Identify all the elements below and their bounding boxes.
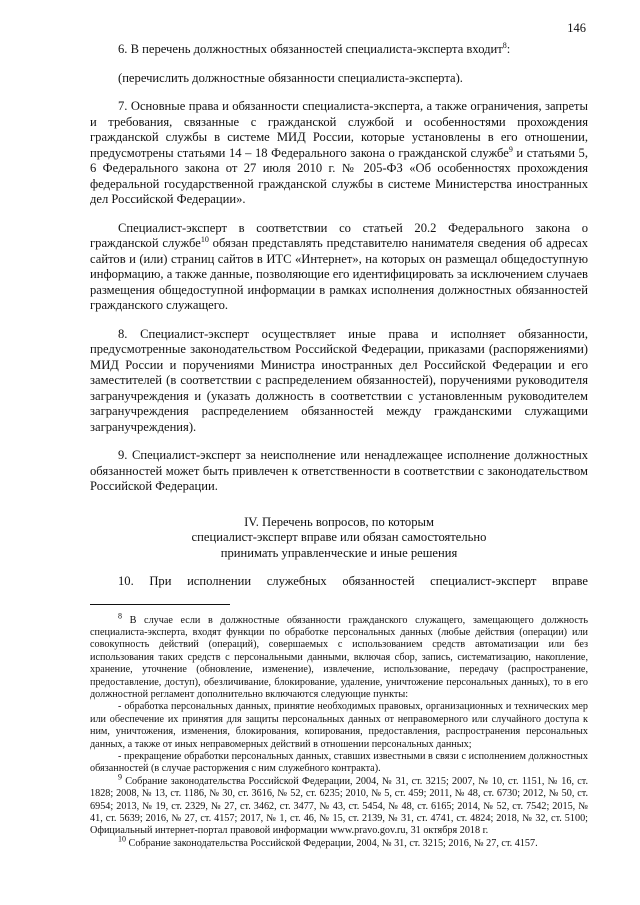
section-heading-line-3: принимать управленческие и иные решения [220, 545, 458, 560]
paragraph-9: 9. Специалист-эксперт за неисполнение или ненадлежащее исполнение должностных обязанностей может быть привлечен к ответственности в соответствии с законодательством Российской Федерации. [90, 448, 588, 493]
footnote-8-item-1: - обработка персональных данных, принятие необходимых правовых, организационных и технических мер или обеспечение их принятия для защиты персональных данных от неправомерного или случайного доступа к ним, уничтожения, изменения, блокирования, копирования, предоставления, распространения персональных данных, а также от иных неправомерных действий в отношении персональных данных; [90, 701, 588, 750]
footnote-8 [90, 611, 588, 702]
footnote-9-number: 9 [118, 772, 122, 782]
footnote-8-text: В случае если в должностные обязанности гражданского служащего, замещающего должность специалиста-эксперта, входят функции по обработке персональных данных (любые действия (операции) или совокупность действий (операций), совершаемых с использованием средств автоматизации или без использования таких средств с персональными данными, включая сбор, запись, систематизацию, накопление, хранение, уточнение (обновление, изменение), извлечение, использование, передачу (распространение, предоставление, доступ), обезличивание, блокирование, удаление, уничтожение персональных данных), то в его должностной регламент дополнительно включаются следующие пункты: [90, 614, 588, 700]
footnote-10-text: Собрание законодательства Российской Федерации, 2004, № 31, ст. 3215; 2016, № 27, ст. 4157. [126, 837, 538, 849]
footnote-separator [90, 604, 230, 605]
paragraph-7-internet-text: Специалист-эксперт в соответствии со статьей 20.2 Федерального закона о гражданской службе [90, 220, 588, 250]
section-heading-line-2: специалист-эксперт вправе или обязан самостоятельно [191, 530, 487, 544]
footnote-10-number: 10 [118, 834, 126, 844]
section-heading-line-1: IV. Перечень вопросов, по которым [244, 514, 434, 529]
paragraph-10: 10. При исполнении служебных обязанностей специалист-эксперт вправе [118, 574, 588, 588]
document-body [90, 42, 588, 850]
footnote-9-text: Собрание законодательства Российской Федерации, 2004, № 31, ст. 3215; 2007, № 10, ст. 1151, № 16, ст. 1828; 2008, № 13, ст. 1186, № 30, ст. 3616, № 52, ст. 6235; 2010, № 5, ст. 459; 2011, № 48, ст. 6730; 2012, № 50, ст. 6954; 2013, № 19, ст. 2329, № 27, ст. 3462, ст. 3477, № 43, ст. 5454, № 48, ст. 6165; 2014, № 52, ст. 7542; 2015, № 41, ст. 5639; 2016, № 27, ст. 4157; 2017, № 1, ст. 46, № 15, ст. 2139, № 31, ст. 4741, ст. 4824; 2018, № 32, ст. 5100; Официальный интернет-портал правовой информации www.pravo.gov.ru, 31 октября 2018 г. [90, 775, 588, 837]
page-number: 146 [567, 21, 586, 35]
footnote-8-number: 8 [118, 611, 122, 621]
paragraph-6-text: 6. В перечень должностных обязанностей специалиста-эксперта входит [118, 42, 503, 56]
footnote-ref-9[interactable]: 9 [508, 144, 513, 154]
paragraph-7 [90, 99, 588, 208]
footnote-ref-8[interactable]: 8 [502, 40, 507, 50]
footnote-ref-10[interactable]: 10 [200, 234, 209, 244]
footnote-8-item-2: - прекращение обработки персональных данных, ставших известными в связи с исполнением должностных обязанностей (в случае расторжения с ним служебного контракта). [90, 750, 588, 775]
paragraph-7-internet-end: обязан представлять представителю нанимателя сведения об адресах сайтов и (или) страниц сайтов в ИТС «Интернет», на которых он размещал общедоступную информацию, а также данные, позволяющие его идентифицировать за исключением случаев размещения общедоступной информации в рамках исполнения должностных обязанностей гражданского служащего. [90, 236, 588, 312]
paragraph-6-colon: : [506, 42, 511, 56]
paragraph-8: 8. Специалист-эксперт осуществляет иные права и исполняет обязанности, предусмотренные законодательством Российской Федерации, приказами (распоряжениями) МИД России и поручениями Министра иностранных дел Российской Федерации и его заместителей (в соответствии с распределением обязанностей), поручениями руководителя загранучреждения и (указать должность в соответствии с установленным руководителем загранучреждения распределением обязанностей между гражданскими служащими загранучреждения). [90, 326, 588, 434]
footnote-10 [90, 834, 588, 850]
paragraph-7-text-end: и статьями 5, 6 Федерального закона от 27 июля 2010 г. № 205-ФЗ «Об особенностях прохождения федеральной государственной гражданской службы в системе Министерства иностранных дел Российской Федерации». [90, 145, 588, 206]
footnote-9 [90, 772, 588, 838]
paragraph-6-placeholder: (перечислить должностные обязанности специалиста-эксперта). [118, 70, 463, 85]
section-heading [90, 515, 588, 562]
paragraph-6 [90, 42, 588, 58]
paragraph-7-text: 7. Основные права и обязанности специалиста-эксперта, а также ограничения, запреты и требования, связанные с гражданской службой и особенностями прохождения гражданской службы в системе МИД России, которые установлены в его отношении, предусмотрены статьями 14 – 18 Федерального закона о гражданской службе [90, 99, 588, 160]
paragraph-7-internet [90, 221, 588, 314]
